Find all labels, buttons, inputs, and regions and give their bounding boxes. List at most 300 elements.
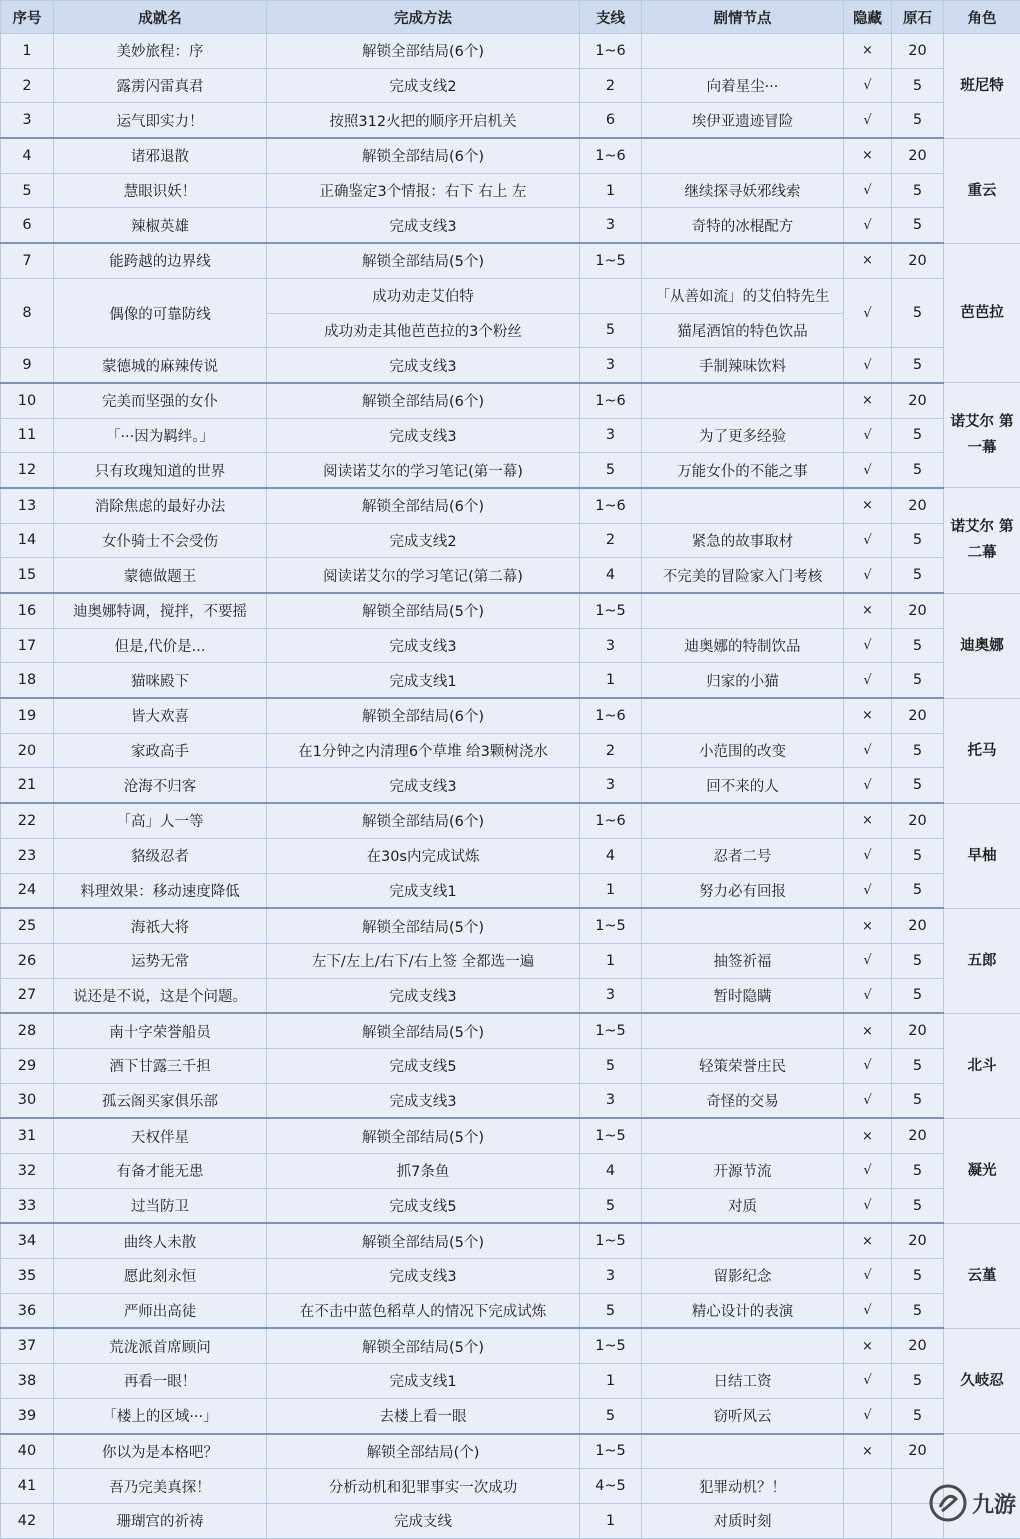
- cell-node: [642, 488, 844, 523]
- table-row: [1, 1118, 1020, 1153]
- cell-branch: 3: [580, 1083, 642, 1118]
- table-row: [1, 1398, 1020, 1433]
- cell-method: 完成支线3: [267, 208, 580, 243]
- cell-node: 迪奥娜的特制饮品: [642, 628, 844, 663]
- cell-hidden: √: [844, 68, 892, 103]
- cell-role: 北斗: [944, 1013, 1020, 1118]
- cell-hidden: √: [844, 1293, 892, 1328]
- cell-gems: 5: [892, 943, 944, 978]
- cell-name: 皆大欢喜: [54, 698, 267, 733]
- table-row: [1, 348, 1020, 383]
- cell-gems: 5: [892, 1188, 944, 1223]
- cell-gems: 5: [892, 978, 944, 1013]
- table-row: [1, 943, 1020, 978]
- cell-no: 11: [1, 418, 54, 453]
- cell-role: 托马: [944, 698, 1020, 803]
- table-row: [1, 838, 1020, 873]
- cell-branch: 1~5: [580, 1223, 642, 1258]
- cell-node: 犯罪动机？！: [642, 1469, 844, 1504]
- cell-gems: 5: [892, 733, 944, 768]
- cell-method: 完成支线1: [267, 1364, 580, 1399]
- cell-method: 阅读诺艾尔的学习笔记(第二幕): [267, 558, 580, 593]
- cell-no: 12: [1, 453, 54, 488]
- cell-branch: 1: [580, 943, 642, 978]
- cell-branch: 1~6: [580, 34, 642, 69]
- cell-branch: 5: [580, 1293, 642, 1328]
- cell-name: 你以为是本格吧？: [54, 1434, 267, 1469]
- cell-hidden: √: [844, 873, 892, 908]
- cell-role: 早柚: [944, 803, 1020, 908]
- cell-gems: 20: [892, 698, 944, 733]
- cell-no: 16: [1, 593, 54, 628]
- cell-name: 过当防卫: [54, 1188, 267, 1223]
- col-header-node: 剧情节点: [642, 1, 844, 34]
- cell-branch: 4: [580, 558, 642, 593]
- cell-no: 7: [1, 243, 54, 278]
- cell-node: 手制辣味饮料: [642, 348, 844, 383]
- cell-method: 完成支线3: [267, 978, 580, 1013]
- jiuyou-logo-icon: [928, 1483, 968, 1523]
- cell-gems: 5: [892, 1398, 944, 1433]
- cell-gems: 5: [892, 1048, 944, 1083]
- cell-name: 运气即实力！: [54, 103, 267, 138]
- cell-no: 41: [1, 1469, 54, 1504]
- cell-name: 消除焦虑的最好办法: [54, 488, 267, 523]
- table-row: [1, 34, 1020, 69]
- cell-branch: 1~5: [580, 908, 642, 943]
- cell-node: 向着星尘···: [642, 68, 844, 103]
- table-row: [1, 1048, 1020, 1083]
- cell-branch: 1: [580, 1503, 642, 1538]
- cell-gems: 5: [892, 68, 944, 103]
- cell-gems: 5: [892, 523, 944, 558]
- cell-no: 2: [1, 68, 54, 103]
- cell-node: 努力必有回报: [642, 873, 844, 908]
- cell-method: 完成支线3: [267, 1083, 580, 1118]
- cell-node: 「从善如流」的艾伯特先生: [642, 278, 844, 313]
- cell-gems: 20: [892, 488, 944, 523]
- cell-branch: 4: [580, 1154, 642, 1189]
- cell-role: 芭芭拉: [944, 243, 1020, 383]
- cell-name: 说还是不说，这是个问题。: [54, 978, 267, 1013]
- cell-name: 诸邪退散: [54, 138, 267, 173]
- cell-gems: 20: [892, 1328, 944, 1363]
- cell-method: 解锁全部结局(5个): [267, 1118, 580, 1153]
- cell-node: 奇怪的交易: [642, 1083, 844, 1118]
- cell-hidden: √: [844, 943, 892, 978]
- cell-gems: 20: [892, 1013, 944, 1048]
- cell-node: 不完美的冒险家入门考核: [642, 558, 844, 593]
- cell-no: 17: [1, 628, 54, 663]
- cell-name: 蒙德做题王: [54, 558, 267, 593]
- cell-node: 猫尾酒馆的特色饮品: [642, 313, 844, 348]
- cell-name: 严师出高徒: [54, 1293, 267, 1328]
- cell-branch: 1~5: [580, 1434, 642, 1469]
- cell-method: 完成支线1: [267, 873, 580, 908]
- cell-gems: 5: [892, 1154, 944, 1189]
- cell-gems: 5: [892, 278, 944, 347]
- cell-node: 窃听风云: [642, 1398, 844, 1433]
- cell-method: 完成支线1: [267, 663, 580, 698]
- cell-branch: 1~6: [580, 698, 642, 733]
- cell-no: 37: [1, 1328, 54, 1363]
- cell-name: 荒泷派首席顾问: [54, 1328, 267, 1363]
- table-row: [1, 1188, 1020, 1223]
- cell-gems: 5: [892, 873, 944, 908]
- cell-node: [642, 1434, 844, 1469]
- cell-gems: 20: [892, 1118, 944, 1153]
- cell-hidden: ×: [844, 243, 892, 278]
- cell-method: 完成支线3: [267, 768, 580, 803]
- cell-gems: 20: [892, 34, 944, 69]
- cell-hidden: √: [844, 978, 892, 1013]
- cell-method: 解锁全部结局(5个): [267, 1223, 580, 1258]
- cell-node: [642, 1223, 844, 1258]
- cell-method: 解锁全部结局(6个): [267, 488, 580, 523]
- table-row: [1, 1223, 1020, 1258]
- cell-gems: 20: [892, 1434, 944, 1469]
- cell-name: 愿此刻永恒: [54, 1259, 267, 1294]
- cell-name: 运势无常: [54, 943, 267, 978]
- cell-name: 吾乃完美真探！: [54, 1469, 267, 1504]
- cell-name: 海祇大将: [54, 908, 267, 943]
- cell-name: 蒙德城的麻辣传说: [54, 348, 267, 383]
- table-row: [1, 523, 1020, 558]
- cell-node: [642, 593, 844, 628]
- cell-hidden: ×: [844, 1328, 892, 1363]
- cell-method: 解锁全部结局(6个): [267, 698, 580, 733]
- cell-hidden: √: [844, 628, 892, 663]
- cell-branch: 1~5: [580, 1328, 642, 1363]
- cell-method: 完成支线: [267, 1503, 580, 1538]
- cell-method: 在30s内完成试炼: [267, 838, 580, 873]
- cell-method: 正确鉴定3个情报：右下 右上 左: [267, 173, 580, 208]
- cell-no: 19: [1, 698, 54, 733]
- table-row: [1, 208, 1020, 243]
- cell-no: 4: [1, 138, 54, 173]
- cell-node: [642, 1013, 844, 1048]
- cell-hidden: √: [844, 418, 892, 453]
- cell-branch: 2: [580, 733, 642, 768]
- table-row: [1, 733, 1020, 768]
- cell-no: 20: [1, 733, 54, 768]
- cell-name: 家政高手: [54, 733, 267, 768]
- table-row: [1, 558, 1020, 593]
- cell-gems: 5: [892, 103, 944, 138]
- cell-gems: 20: [892, 243, 944, 278]
- cell-no: 42: [1, 1503, 54, 1538]
- cell-node: [642, 1118, 844, 1153]
- cell-hidden: [844, 1503, 892, 1538]
- cell-node: 归家的小猫: [642, 663, 844, 698]
- cell-name: 「高」人一等: [54, 803, 267, 838]
- cell-hidden: ×: [844, 1434, 892, 1469]
- cell-node: 继续探寻妖邪线索: [642, 173, 844, 208]
- cell-name: 美妙旅程：序: [54, 34, 267, 69]
- cell-hidden: √: [844, 838, 892, 873]
- cell-hidden: √: [844, 1188, 892, 1223]
- cell-gems: 20: [892, 383, 944, 418]
- table-row: [1, 908, 1020, 943]
- cell-node: [642, 1328, 844, 1363]
- table-row: [1, 1154, 1020, 1189]
- cell-branch: 1~6: [580, 488, 642, 523]
- cell-hidden: ×: [844, 1118, 892, 1153]
- cell-node: 留影纪念: [642, 1259, 844, 1294]
- cell-gems: 5: [892, 418, 944, 453]
- cell-branch: 1~6: [580, 138, 642, 173]
- cell-name: 曲终人未散: [54, 1223, 267, 1258]
- cell-method: 解锁全部结局(5个): [267, 908, 580, 943]
- cell-node: [642, 698, 844, 733]
- cell-node: 小范围的改变: [642, 733, 844, 768]
- cell-name: 慧眼识妖！: [54, 173, 267, 208]
- cell-node: 轻策荣誉庄民: [642, 1048, 844, 1083]
- cell-name: 只有玫瑰知道的世界: [54, 453, 267, 488]
- cell-hidden: ×: [844, 698, 892, 733]
- cell-branch: 2: [580, 68, 642, 103]
- table-row: [1, 1328, 1020, 1363]
- cell-branch: 1~5: [580, 1013, 642, 1048]
- watermark-text: 九游: [972, 1488, 1016, 1519]
- cell-no: 30: [1, 1083, 54, 1118]
- cell-node: 抽签祈福: [642, 943, 844, 978]
- table-row: [1, 978, 1020, 1013]
- cell-name: 「···因为羁绊。」: [54, 418, 267, 453]
- cell-node: 回不来的人: [642, 768, 844, 803]
- cell-hidden: √: [844, 453, 892, 488]
- cell-name: 有备才能无患: [54, 1154, 267, 1189]
- cell-method: 抓7条鱼: [267, 1154, 580, 1189]
- cell-node: [642, 383, 844, 418]
- cell-hidden: ×: [844, 138, 892, 173]
- cell-no: 40: [1, 1434, 54, 1469]
- cell-name: 料理效果：移动速度降低: [54, 873, 267, 908]
- cell-hidden: ×: [844, 34, 892, 69]
- cell-no: 35: [1, 1259, 54, 1294]
- cell-no: 8: [1, 278, 54, 347]
- table-row: [1, 488, 1020, 523]
- cell-branch: 3: [580, 978, 642, 1013]
- cell-no: 28: [1, 1013, 54, 1048]
- cell-role: 凝光: [944, 1118, 1020, 1223]
- cell-no: 15: [1, 558, 54, 593]
- cell-method: 完成支线3: [267, 418, 580, 453]
- col-header-name: 成就名: [54, 1, 267, 34]
- cell-name: 酒下甘露三千担: [54, 1048, 267, 1083]
- table-body: [1, 34, 1020, 1539]
- cell-gems: 5: [892, 558, 944, 593]
- table-row: [1, 453, 1020, 488]
- cell-branch: 3: [580, 628, 642, 663]
- cell-hidden: √: [844, 103, 892, 138]
- table-row: [1, 698, 1020, 733]
- cell-name: 「楼上的区域···」: [54, 1398, 267, 1433]
- cell-hidden: √: [844, 663, 892, 698]
- cell-method: 成功劝走其他芭芭拉的3个粉丝: [267, 313, 580, 348]
- cell-method: 分析动机和犯罪事实一次成功: [267, 1469, 580, 1504]
- table-row: [1, 278, 1020, 313]
- cell-method: 解锁全部结局(5个): [267, 243, 580, 278]
- table-row: [1, 873, 1020, 908]
- cell-hidden: √: [844, 1259, 892, 1294]
- col-header-hidden: 隐藏: [844, 1, 892, 34]
- cell-name: 辣椒英雄: [54, 208, 267, 243]
- table-row: [1, 383, 1020, 418]
- cell-role: 诺艾尔 第一幕: [944, 383, 1020, 488]
- cell-role: 云堇: [944, 1223, 1020, 1328]
- cell-branch: 1~5: [580, 1118, 642, 1153]
- cell-hidden: √: [844, 1048, 892, 1083]
- cell-gems: 5: [892, 1364, 944, 1399]
- cell-hidden: √: [844, 173, 892, 208]
- cell-role: 久岐忍: [944, 1328, 1020, 1433]
- cell-hidden: √: [844, 1398, 892, 1433]
- cell-branch: 1~6: [580, 383, 642, 418]
- cell-hidden: [844, 1469, 892, 1504]
- cell-name: 完美而坚强的女仆: [54, 383, 267, 418]
- table-row: [1, 68, 1020, 103]
- cell-hidden: √: [844, 768, 892, 803]
- cell-node: 万能女仆的不能之事: [642, 453, 844, 488]
- cell-branch: 1: [580, 173, 642, 208]
- cell-branch: 2: [580, 523, 642, 558]
- cell-gems: 5: [892, 628, 944, 663]
- cell-node: 忍者二号: [642, 838, 844, 873]
- cell-method: 完成支线2: [267, 68, 580, 103]
- cell-branch: 1~6: [580, 803, 642, 838]
- table-row: [1, 243, 1020, 278]
- cell-method: 解锁全部结局(6个): [267, 383, 580, 418]
- cell-name: 珊瑚宫的祈祷: [54, 1503, 267, 1538]
- cell-node: [642, 34, 844, 69]
- cell-name: 但是,代价是...: [54, 628, 267, 663]
- cell-gems: 20: [892, 138, 944, 173]
- cell-no: 9: [1, 348, 54, 383]
- cell-method: 完成支线3: [267, 1259, 580, 1294]
- cell-method: 解锁全部结局(个): [267, 1434, 580, 1469]
- cell-node: [642, 138, 844, 173]
- cell-gems: 5: [892, 208, 944, 243]
- table-row: [1, 628, 1020, 663]
- table-row: [1, 103, 1020, 138]
- cell-no: 1: [1, 34, 54, 69]
- cell-method: 完成支线3: [267, 348, 580, 383]
- cell-no: 3: [1, 103, 54, 138]
- cell-branch: 5: [580, 1398, 642, 1433]
- cell-no: 31: [1, 1118, 54, 1153]
- cell-hidden: √: [844, 278, 892, 347]
- cell-gems: 20: [892, 908, 944, 943]
- table-row: [1, 1469, 1020, 1504]
- cell-name: 能跨越的边界线: [54, 243, 267, 278]
- cell-gems: 5: [892, 453, 944, 488]
- cell-branch: 4~5: [580, 1469, 642, 1504]
- cell-name: 南十字荣誉船员: [54, 1013, 267, 1048]
- cell-no: 10: [1, 383, 54, 418]
- cell-name: 孤云阁买家俱乐部: [54, 1083, 267, 1118]
- col-header-gems: 原石: [892, 1, 944, 34]
- cell-role: 诺艾尔 第二幕: [944, 488, 1020, 593]
- cell-node: 紧急的故事取材: [642, 523, 844, 558]
- cell-hidden: ×: [844, 1013, 892, 1048]
- cell-hidden: ×: [844, 593, 892, 628]
- cell-no: 14: [1, 523, 54, 558]
- cell-name: 露雳闪雷真君: [54, 68, 267, 103]
- table-row: [1, 1259, 1020, 1294]
- table-row: [1, 418, 1020, 453]
- cell-branch: 5: [580, 1188, 642, 1223]
- cell-method: 在不击中蓝色稻草人的情况下完成试炼: [267, 1293, 580, 1328]
- cell-gems: 20: [892, 803, 944, 838]
- cell-node: 日结工资: [642, 1364, 844, 1399]
- cell-hidden: ×: [844, 908, 892, 943]
- cell-node: 奇特的冰棍配方: [642, 208, 844, 243]
- table-row: [1, 1364, 1020, 1399]
- cell-method: 解锁全部结局(6个): [267, 34, 580, 69]
- cell-no: 27: [1, 978, 54, 1013]
- header-row: [1, 1, 1020, 34]
- cell-hidden: ×: [844, 383, 892, 418]
- cell-branch: 3: [580, 208, 642, 243]
- cell-node: 为了更多经验: [642, 418, 844, 453]
- cell-method: 解锁全部结局(5个): [267, 1013, 580, 1048]
- cell-role: 迪奥娜: [944, 593, 1020, 698]
- col-header-role: 角色: [944, 1, 1020, 34]
- table-row: [1, 173, 1020, 208]
- cell-name: 女仆骑士不会受伤: [54, 523, 267, 558]
- cell-method: 按照312火把的顺序开启机关: [267, 103, 580, 138]
- cell-no: 5: [1, 173, 54, 208]
- cell-no: 22: [1, 803, 54, 838]
- cell-method: 阅读诺艾尔的学习笔记(第一幕): [267, 453, 580, 488]
- cell-hidden: √: [844, 733, 892, 768]
- cell-branch: 1: [580, 873, 642, 908]
- cell-role: 重云: [944, 138, 1020, 243]
- cell-no: 23: [1, 838, 54, 873]
- cell-hidden: √: [844, 523, 892, 558]
- cell-node: 精心设计的表演: [642, 1293, 844, 1328]
- col-header-method: 完成方法: [267, 1, 580, 34]
- cell-hidden: ×: [844, 803, 892, 838]
- cell-node: 暂时隐瞒: [642, 978, 844, 1013]
- cell-name: 沧海不归客: [54, 768, 267, 803]
- cell-gems: 5: [892, 768, 944, 803]
- cell-no: 18: [1, 663, 54, 698]
- col-header-no: 序号: [1, 1, 54, 34]
- cell-node: [642, 908, 844, 943]
- cell-no: 24: [1, 873, 54, 908]
- cell-branch: 3: [580, 1259, 642, 1294]
- cell-branch: 4: [580, 838, 642, 873]
- cell-method: 完成支线5: [267, 1188, 580, 1223]
- cell-hidden: √: [844, 348, 892, 383]
- table-row: [1, 663, 1020, 698]
- cell-method: 在1分钟之内清理6个草堆 给3颗树浇水: [267, 733, 580, 768]
- cell-no: 32: [1, 1154, 54, 1189]
- cell-node: 埃伊亚遗迹冒险: [642, 103, 844, 138]
- table-row: [1, 593, 1020, 628]
- cell-gems: 5: [892, 173, 944, 208]
- cell-hidden: √: [844, 1364, 892, 1399]
- cell-no: 39: [1, 1398, 54, 1433]
- cell-gems: 20: [892, 1223, 944, 1258]
- cell-hidden: √: [844, 208, 892, 243]
- cell-gems: 5: [892, 1083, 944, 1118]
- cell-branch: 1: [580, 663, 642, 698]
- cell-gems: 5: [892, 1293, 944, 1328]
- cell-branch: 1: [580, 1364, 642, 1399]
